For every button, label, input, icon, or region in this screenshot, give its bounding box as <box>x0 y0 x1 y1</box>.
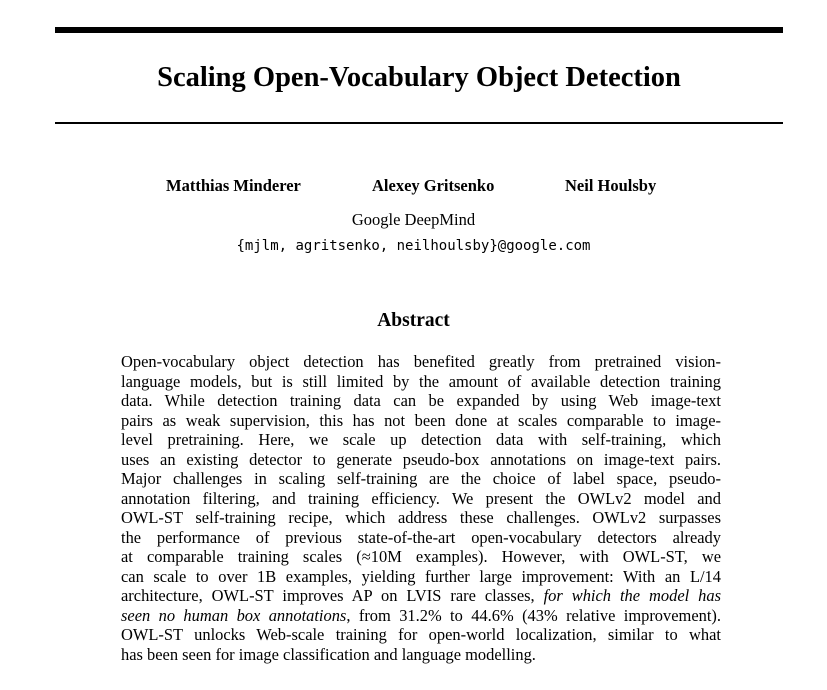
author-name: Neil Houlsby <box>565 176 657 195</box>
abstract-line <box>121 450 721 470</box>
abstract-line <box>121 625 721 645</box>
abstract-line <box>121 528 721 548</box>
abstract-line <box>121 489 721 509</box>
title-bottom-rule <box>55 122 783 124</box>
top-rule <box>55 27 783 33</box>
abstract-text: data. While detection training data can be expanded by using Web image-text <box>121 391 721 410</box>
author-emails: {mjlm, agritsenko, neilhoulsby}@google.com <box>236 238 591 254</box>
abstract-text: the performance of previous state-of-the-art open-vocabulary detectors already <box>121 527 721 547</box>
abstract-line <box>121 586 721 606</box>
abstract-line <box>121 469 721 489</box>
abstract-line <box>121 645 721 665</box>
abstract-text: , from 31.2% to 44.6% (43% relative improvement). <box>346 605 721 625</box>
abstract-line <box>121 508 721 528</box>
abstract-line <box>121 547 721 567</box>
abstract-text: can scale to over 1B examples, yielding further large improvement: With an L/14 <box>121 566 721 586</box>
author-name: Matthias Minderer <box>166 176 301 195</box>
abstract-heading: Abstract <box>377 310 450 331</box>
author-name: Alexey Gritsenko <box>372 176 495 195</box>
abstract-text: level pretraining. Here, we scale up detection data with self-training, which <box>121 430 721 449</box>
abstract-text: has been seen for image classification and language modelling. <box>121 644 536 664</box>
abstract-line <box>121 391 721 411</box>
abstract-text: language models, but is still limited by the amount of available detection training <box>121 371 721 391</box>
paper-title: Scaling Open-Vocabulary Object Detection <box>157 62 681 93</box>
abstract-text: Major challenges in scaling self-training are the choice of label space, pseudo- <box>121 469 721 488</box>
abstract-line <box>121 411 721 431</box>
author-affiliation: Google DeepMind <box>351 210 476 229</box>
abstract-text: pairs as weak supervision, this has not been done at scales comparable to image- <box>121 410 721 430</box>
abstract-italic-text: for which the model has <box>543 586 721 605</box>
abstract-body <box>121 352 721 664</box>
abstract-text: uses an existing detector to generate pseudo-box annotations on image-text pairs. <box>121 449 721 469</box>
abstract-line <box>121 372 721 392</box>
abstract-text: architecture, OWL-ST improves AP on LVIS rare classes, <box>121 586 544 605</box>
abstract-text: OWL-ST unlocks Web-scale training for open-world localization, similar to what <box>121 625 721 644</box>
abstract-line <box>121 606 721 626</box>
abstract-text: Open-vocabulary object detection has benefited greatly from pretrained vision- <box>121 352 721 371</box>
abstract-text: at comparable training scales (≈10M examples). However, with OWL-ST, we <box>121 547 721 566</box>
abstract-line <box>121 567 721 587</box>
abstract-line <box>121 430 721 450</box>
abstract-line <box>121 352 721 372</box>
abstract-italic-text: seen no human box annotations <box>121 605 347 625</box>
abstract-text: OWL-ST self-training recipe, which address these challenges. OWLv2 surpasses <box>121 508 721 527</box>
abstract-text: annotation filtering, and training efficiency. We present the OWLv2 model and <box>121 488 721 508</box>
